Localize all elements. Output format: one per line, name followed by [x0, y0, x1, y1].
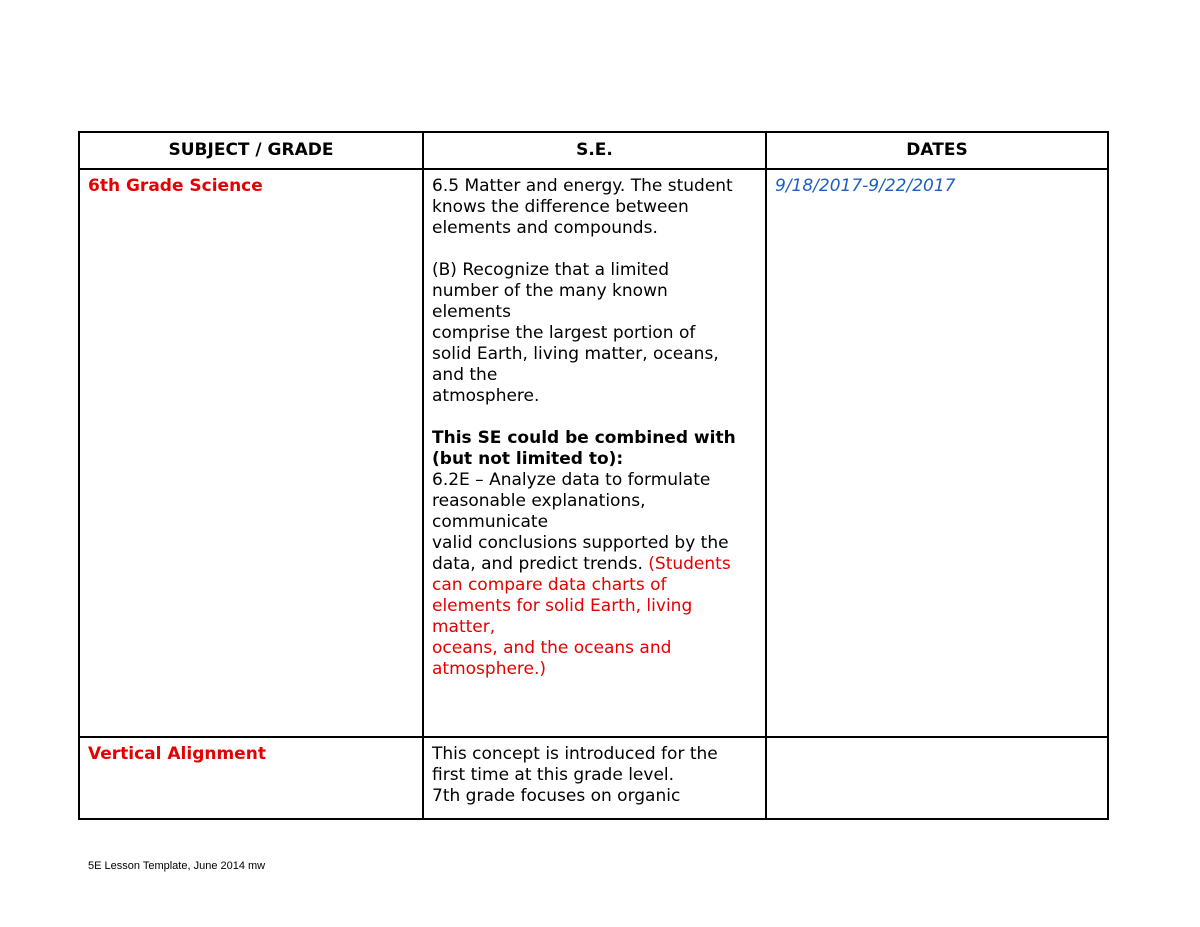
subject-label: 6th Grade Science — [88, 176, 263, 196]
header-dates: DATES — [766, 132, 1108, 169]
header-row — [79, 132, 1108, 169]
dates-cell — [766, 169, 1108, 737]
analyze-line: communicate — [432, 512, 549, 532]
se-b-line: elements — [432, 302, 511, 322]
trend-text: data, and predict trends. — [432, 554, 649, 574]
students-note-line: can compare data charts of — [432, 575, 667, 595]
se-b-line: number of the many known — [432, 281, 668, 301]
se-b-line: (B) Recognize that a limited — [432, 260, 670, 280]
subject-cell — [79, 169, 423, 737]
se-line: 6.5 Matter and energy. The student — [432, 176, 733, 196]
analyze-line: 6.2E – Analyze data to formulate — [432, 470, 711, 490]
se-b-line: atmosphere. — [432, 386, 540, 406]
students-note-line: matter, — [432, 617, 496, 637]
se-line: knows the difference between — [432, 197, 689, 217]
page-footer: 5E Lesson Template, June 2014 mw — [88, 860, 266, 872]
lesson-table — [78, 131, 1109, 820]
va-line: first time at this grade level. — [432, 765, 675, 785]
table-row — [79, 737, 1108, 819]
students-note-line: oceans, and the oceans and — [432, 638, 672, 658]
analyze-line: reasonable explanations, — [432, 491, 646, 511]
header-subject-grade: SUBJECT / GRADE — [79, 132, 423, 169]
table-row — [79, 169, 1108, 737]
vertical-alignment-se-cell — [423, 737, 766, 819]
students-note-line: elements for solid Earth, living — [432, 596, 693, 616]
se-b-line: solid Earth, living matter, oceans, — [432, 344, 719, 364]
vertical-alignment-label: Vertical Alignment — [88, 744, 266, 764]
students-note-start: (Students — [648, 554, 731, 574]
header-se: S.E. — [423, 132, 766, 169]
va-line: This concept is introduced for the — [432, 744, 718, 764]
se-line: elements and compounds. — [432, 218, 658, 238]
vertical-alignment-cell — [79, 737, 423, 819]
analyze-line: valid conclusions supported by the — [432, 533, 729, 553]
combined-heading: This SE could be combined with — [432, 428, 736, 448]
spacer — [432, 407, 757, 428]
date-range: 9/18/2017-9/22/2017 — [775, 176, 956, 196]
spacer — [432, 239, 757, 260]
vertical-alignment-dates-cell — [766, 737, 1108, 819]
se-b-line: comprise the largest portion of — [432, 323, 696, 343]
se-b-line: and the — [432, 365, 498, 385]
combined-heading: (but not limited to): — [432, 449, 624, 469]
se-cell — [423, 169, 766, 737]
students-note-line: atmosphere.) — [432, 659, 547, 679]
trend-line — [432, 554, 757, 575]
va-line: 7th grade focuses on organic — [432, 786, 681, 806]
